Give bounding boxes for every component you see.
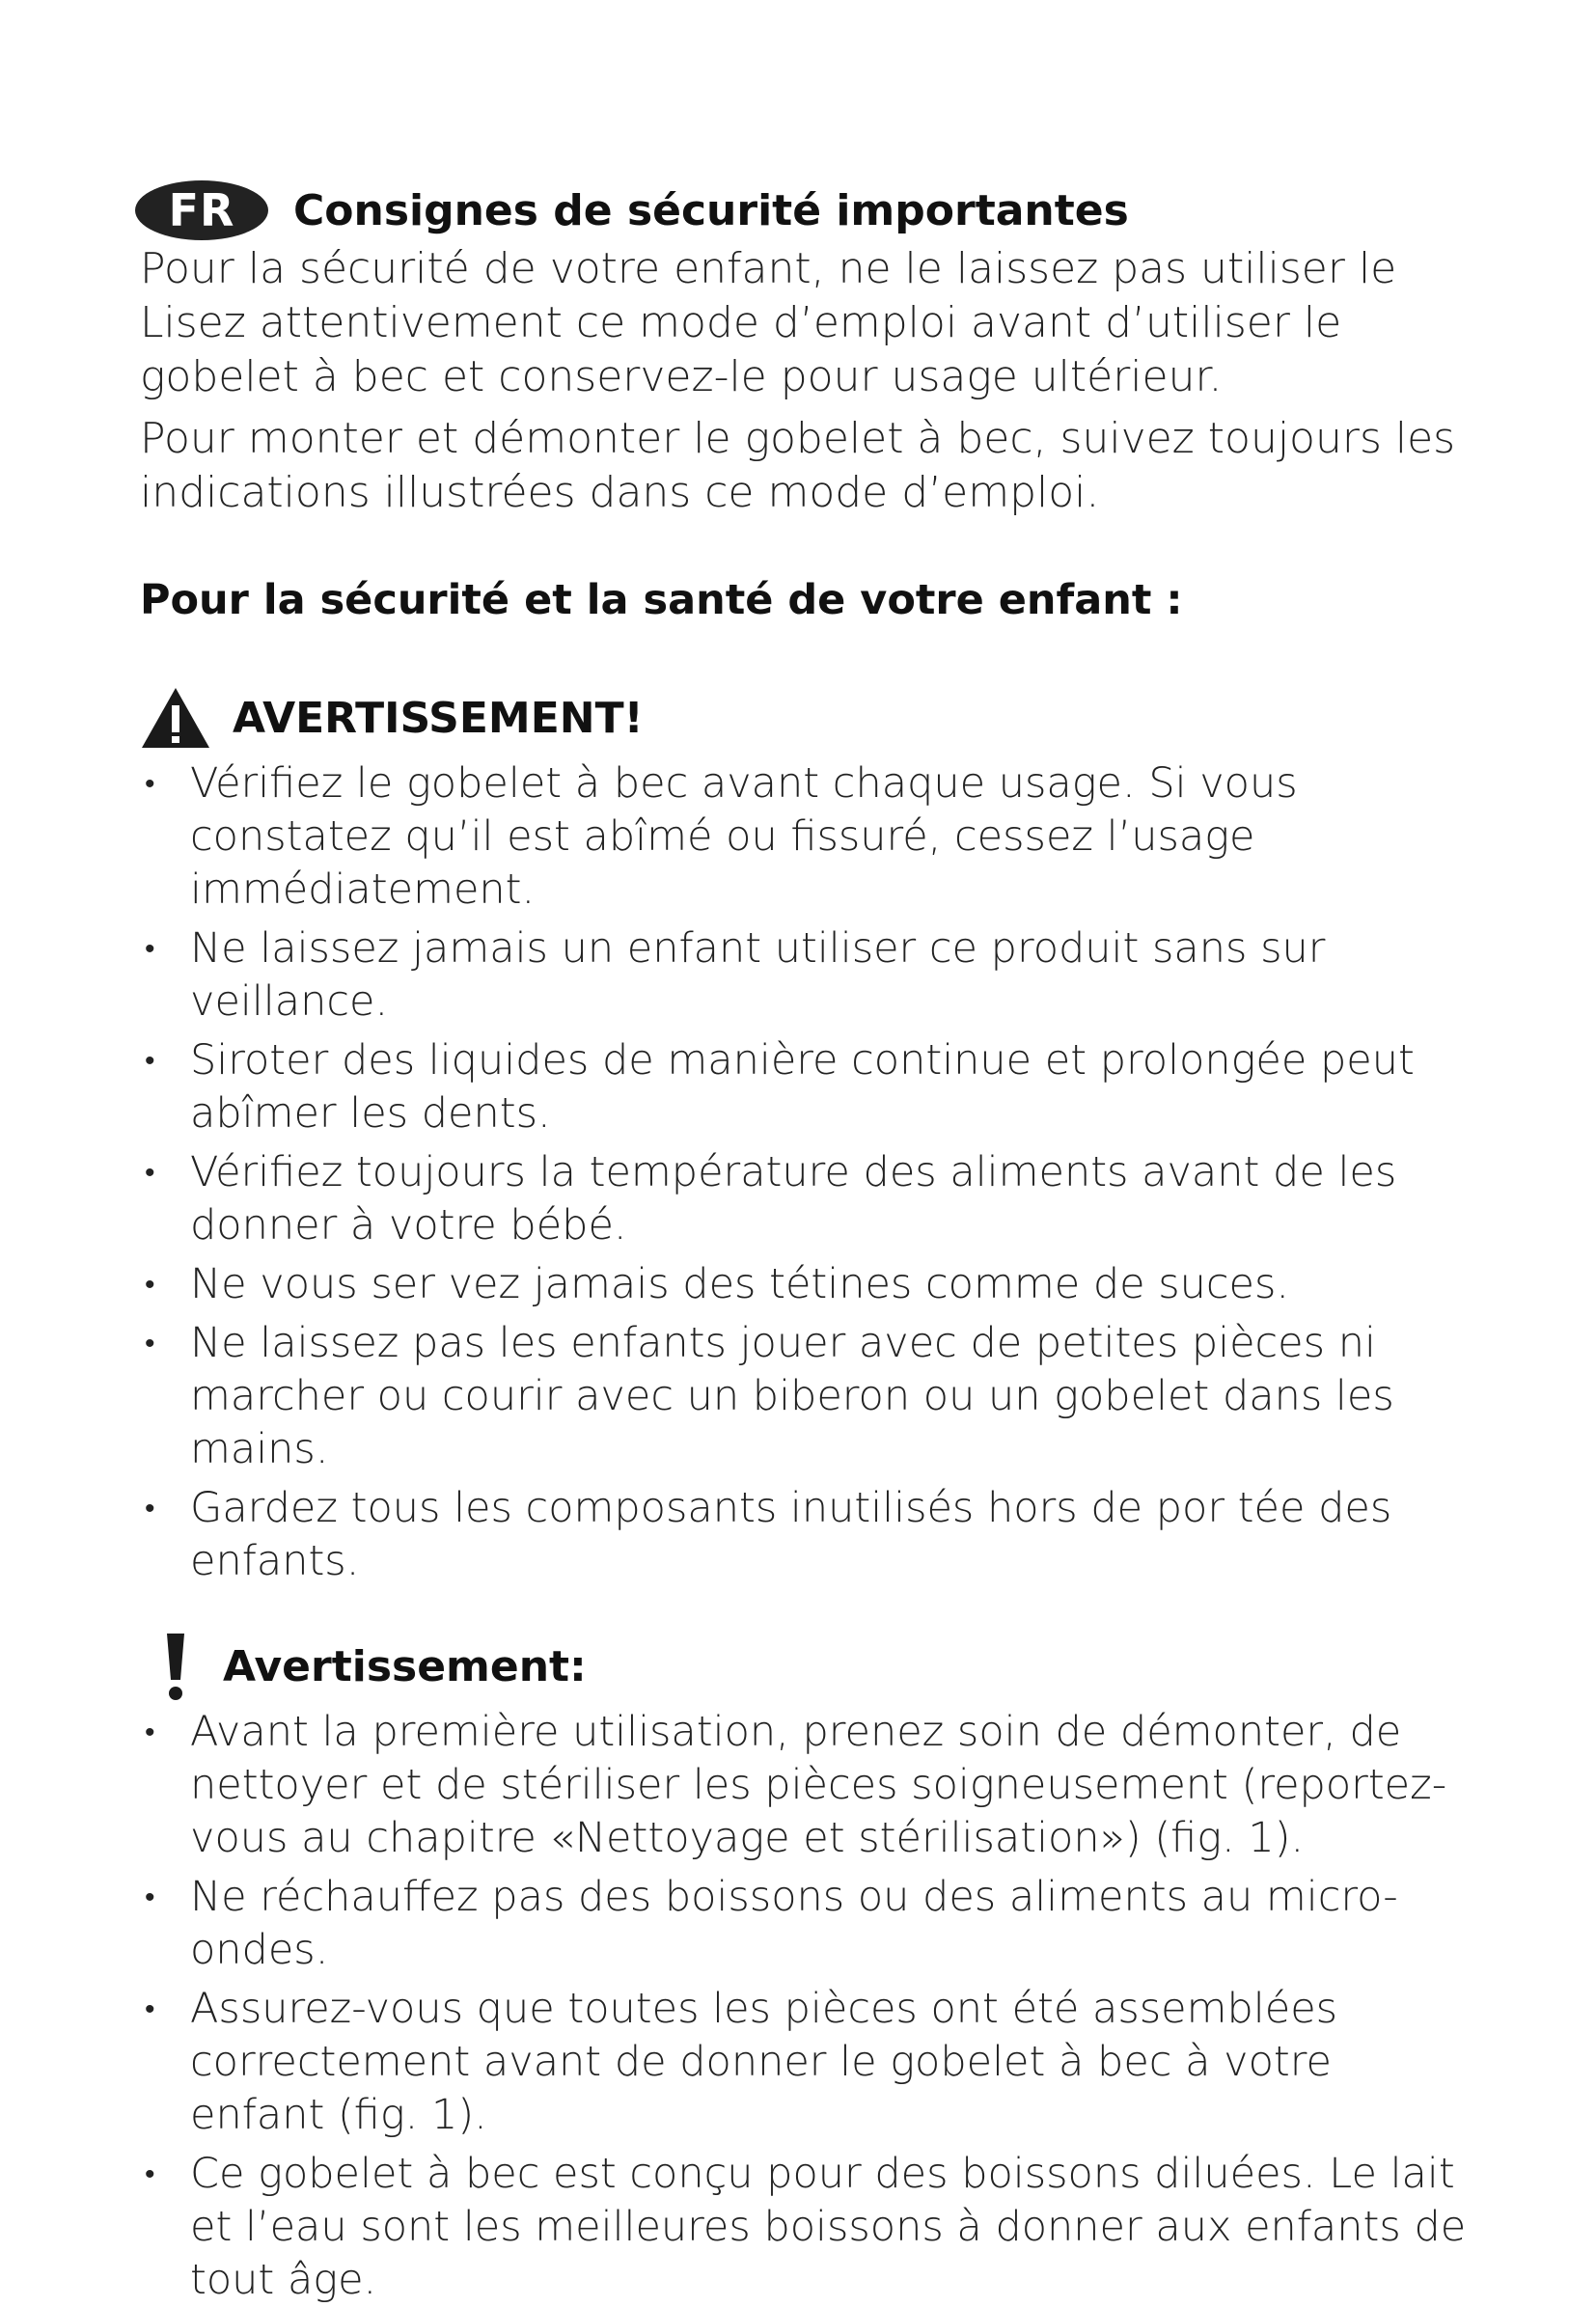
bullet-icon: • (145, 767, 155, 801)
bullet-icon: • (145, 1492, 155, 1525)
bullet-icon: • (145, 1044, 155, 1078)
bullet-icon: • (145, 1716, 155, 1749)
document-page (140, 179, 1472, 2307)
list-item: • Gardez tous les composants inutilisés hors de por tée des enfants. (145, 1484, 1392, 1585)
page-title: Consignes de sécurité importantes (293, 185, 1129, 235)
bullet-icon: • (145, 1156, 155, 1190)
warning-list-light (140, 1706, 1472, 2307)
list-item: • Ne réchauffez pas des boissons ou des aliments au micro-ondes. (145, 1873, 1398, 1974)
warning-triangle-icon (140, 686, 211, 750)
intro-paragraph-1: Pour la sécurité de votre enfant, ne le laissez pas utiliser le Lisez attentivement ce mode d’emploi avant d’utiliser le gobelet à bec et conservez-le pour usage ultérieur. (140, 244, 1397, 401)
list-item: • Ne laissez jamais un enfant utiliser ce produit sans sur veillance. (145, 924, 1326, 1026)
warning-label-strong: AVERTISSEMENT! (233, 693, 644, 743)
list-item: • Ne vous ser vez jamais des tétines comme de suces. (140, 1258, 1472, 1311)
title-row (140, 179, 1472, 242)
warning-heading-light (140, 1633, 1472, 1700)
exclamation-icon (163, 1632, 188, 1701)
language-badge: FR (135, 180, 268, 240)
list-item: • Ce gobelet à bec est conçu pour des boissons diluées. Le lait et l’eau sont les meilleures boissons à donner aux enfants de tout âge. (145, 2150, 1467, 2304)
list-item: • Avant la première utilisation, prenez soin de démonter, de nettoyer et de stériliser les pièces soigneusement (reportez-vous au chapitre «Nettoyage et stérilisation») (fig. 1). (145, 1708, 1447, 1862)
list-item: • Ne laissez pas les enfants jouer avec de petites pièces ni marcher ou courir avec un biberon ou un gobelet dans les mains. (145, 1319, 1394, 1473)
bullet-icon: • (145, 1881, 155, 1914)
bullet-icon: • (145, 1327, 155, 1360)
warning-label-light: Avertissement: (223, 1641, 587, 1691)
bullet-icon: • (145, 1992, 155, 2026)
list-item: • Vérifiez le gobelet à bec avant chaque usage. Si vous constatez qu’il est abîmé ou fissuré, cessez l’usage immédiatement. (145, 759, 1298, 914)
intro-paragraph-2: Pour monter et démonter le gobelet à bec, suivez toujours les indications illustrées dans ce mode d’emploi. (140, 414, 1456, 517)
warning-heading-strong (140, 684, 1472, 752)
safety-subheading: Pour la sécurité et la santé de votre enfant : (140, 576, 1183, 624)
bullet-icon: • (145, 2157, 155, 2191)
list-item: • Assurez-vous que toutes les pièces ont été assemblées correctement avant de donner le gobelet à bec à votre enfant (fig. 1). (145, 1985, 1338, 2139)
bullet-icon: • (145, 1268, 155, 1302)
list-item: • Vérifiez toujours la température des aliments avant de les donner à votre bébé. (145, 1148, 1397, 1250)
bullet-icon: • (145, 932, 155, 966)
list-item: • Siroter des liquides de manière continue et prolongée peut abîmer les dents. (145, 1036, 1415, 1138)
warning-list-strong (140, 757, 1472, 1588)
